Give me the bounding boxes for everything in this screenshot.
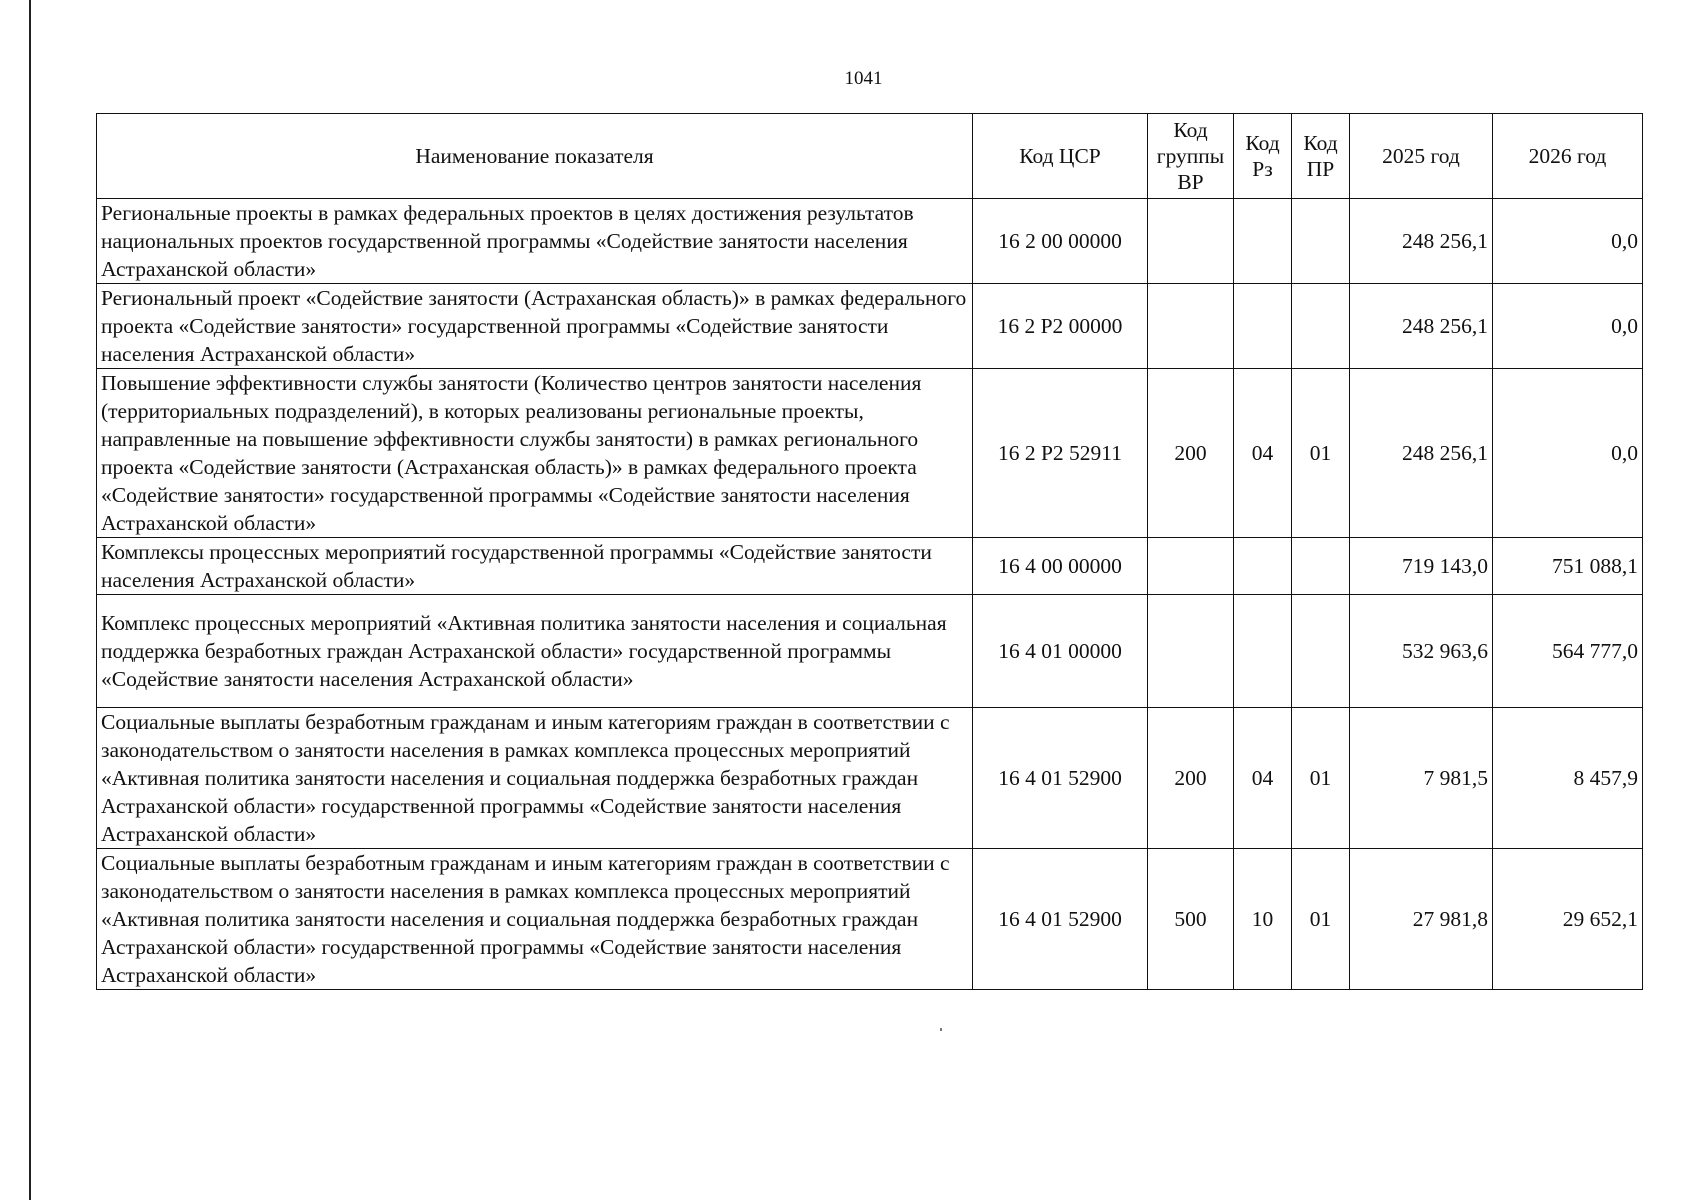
table-row [97,284,1643,369]
cell-rz-code [1234,595,1292,708]
cell-vr-code: 200 [1148,369,1234,538]
cell-pr-code [1292,538,1350,595]
cell-name: Повышение эффективности службы занятости (Количество центров занятости населения (территориальных подразделений), в которых реализованы региональные проекты, направленные на повышение эффективности службы занятости) в рамках регионального проекта «Содействие занятости (Астраханская область)» в рамках федерального проекта «Содействие занятости» государственной программы «Содействие занятости населения Астраханской области» [97,369,973,538]
header-rz-code: Код Рз [1234,114,1292,199]
cell-amount-2026: 751 088,1 [1493,538,1643,595]
cell-amount-2026: 0,0 [1493,284,1643,369]
cell-rz-code [1234,199,1292,284]
cell-rz-code: 10 [1234,849,1292,990]
cell-csr-code: 16 4 00 00000 [973,538,1148,595]
header-year-2025: 2025 год [1350,114,1493,199]
cell-amount-2025: 248 256,1 [1350,284,1493,369]
cell-name: Социальные выплаты безработным гражданам и иным категориям граждан в соответствии с законодательством о занятости населения в рамках комплекса процессных мероприятий «Активная политика занятости населения и социальная поддержка безработных граждан Астраханской области» государственной программы «Содействие занятости населения Астраханской области» [97,708,973,849]
table-row [97,849,1643,990]
cell-csr-code: 16 2 00 00000 [973,199,1148,284]
cell-rz-code: 04 [1234,708,1292,849]
table-row [97,199,1643,284]
cell-csr-code: 16 4 01 52900 [973,708,1148,849]
scan-speck [940,1028,942,1031]
header-vr-group-code: Код группы ВР [1148,114,1234,199]
cell-pr-code: 01 [1292,369,1350,538]
table-row [97,538,1643,595]
cell-name: Социальные выплаты безработным гражданам и иным категориям граждан в соответствии с законодательством о занятости населения в рамках комплекса процессных мероприятий «Активная политика занятости населения и социальная поддержка безработных граждан Астраханской области» государственной программы «Содействие занятости населения Астраханской области» [97,849,973,990]
cell-vr-code [1148,199,1234,284]
cell-name: Комплексы процессных мероприятий государственной программы «Содействие занятости населения Астраханской области» [97,538,973,595]
header-year-2026: 2026 год [1493,114,1643,199]
cell-rz-code [1234,538,1292,595]
cell-csr-code: 16 4 01 00000 [973,595,1148,708]
cell-vr-code: 200 [1148,708,1234,849]
cell-csr-code: 16 2 Р2 00000 [973,284,1148,369]
cell-name: Комплекс процессных мероприятий «Активная политика занятости населения и социальная поддержка безработных граждан Астраханской области» государственной программы «Содействие занятости населения Астраханской области» [97,595,973,708]
cell-amount-2026: 29 652,1 [1493,849,1643,990]
cell-pr-code: 01 [1292,849,1350,990]
cell-vr-code [1148,595,1234,708]
table-header-row [97,114,1643,199]
page-number: 1041 [844,68,883,89]
cell-amount-2026: 8 457,9 [1493,708,1643,849]
cell-pr-code: 01 [1292,708,1350,849]
cell-amount-2025: 27 981,8 [1350,849,1493,990]
header-csr-code: Код ЦСР [973,114,1148,199]
cell-amount-2026: 564 777,0 [1493,595,1643,708]
header-pr-code: Код ПР [1292,114,1350,199]
cell-amount-2026: 0,0 [1493,369,1643,538]
cell-vr-code [1148,284,1234,369]
cell-pr-code [1292,284,1350,369]
cell-pr-code [1292,199,1350,284]
cell-amount-2025: 719 143,0 [1350,538,1493,595]
header-name: Наименование показателя [97,114,973,199]
cell-name: Региональные проекты в рамках федеральных проектов в целях достижения результатов национальных проектов государственной программы «Содействие занятости населения Астраханской области» [97,199,973,284]
cell-pr-code [1292,595,1350,708]
cell-amount-2025: 7 981,5 [1350,708,1493,849]
cell-amount-2025: 532 963,6 [1350,595,1493,708]
budget-table [96,113,1643,990]
cell-amount-2026: 0,0 [1493,199,1643,284]
table-row [97,369,1643,538]
cell-amount-2025: 248 256,1 [1350,199,1493,284]
cell-csr-code: 16 4 01 52900 [973,849,1148,990]
cell-vr-code [1148,538,1234,595]
page-binding-edge [29,0,31,1200]
cell-rz-code: 04 [1234,369,1292,538]
table-row [97,708,1643,849]
table-row [97,595,1643,708]
cell-vr-code: 500 [1148,849,1234,990]
cell-rz-code [1234,284,1292,369]
cell-csr-code: 16 2 Р2 52911 [973,369,1148,538]
cell-name: Региональный проект «Содействие занятости (Астраханская область)» в рамках федерального проекта «Содействие занятости» государственной программы «Содействие занятости населения Астраханской области» [97,284,973,369]
cell-amount-2025: 248 256,1 [1350,369,1493,538]
